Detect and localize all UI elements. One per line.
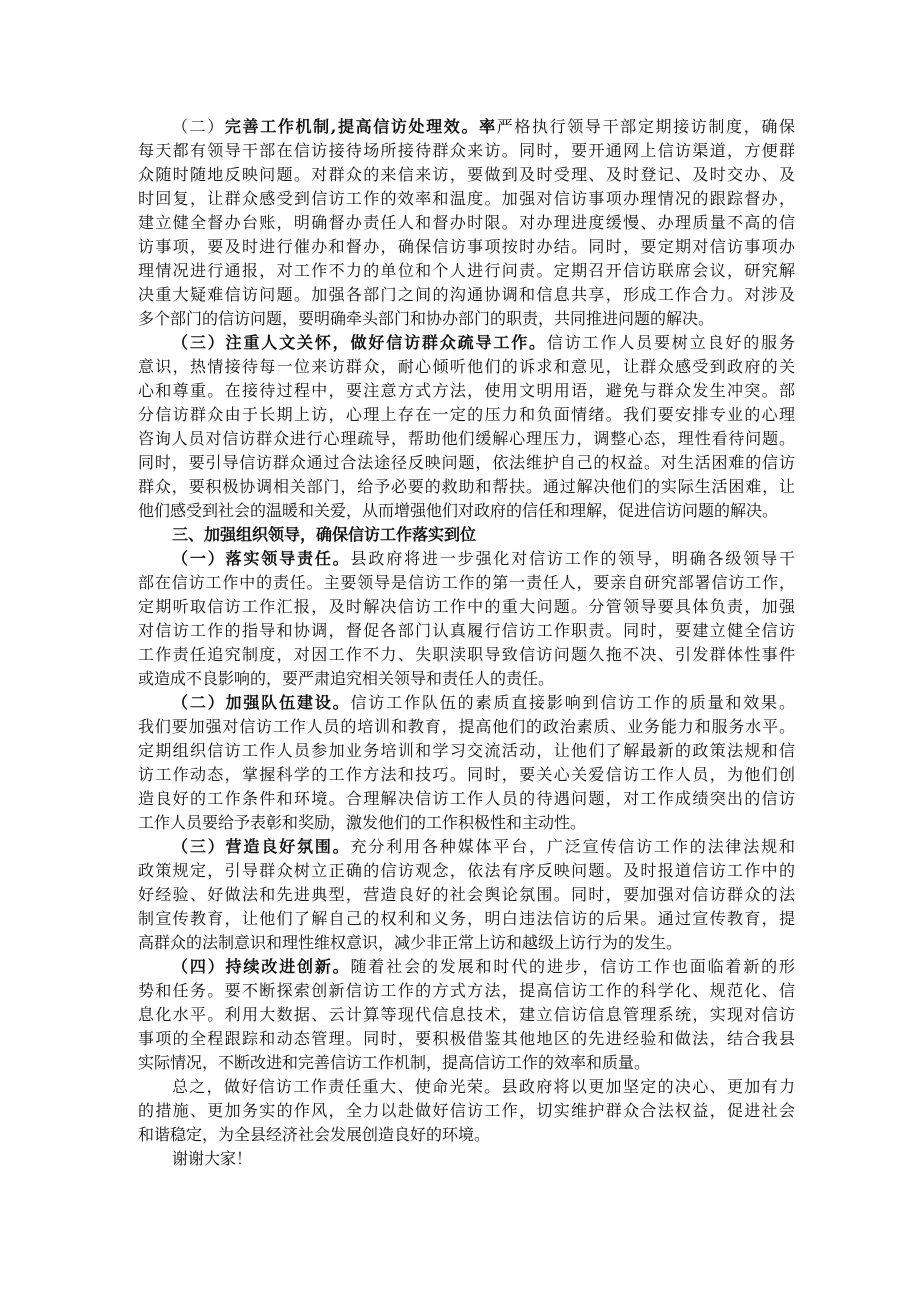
item-title: （三）注重人文关怀，做好信访群众疏导工作。 bbox=[172, 333, 547, 352]
paragraph-line: 总之，做好信访工作责任重大、使命光荣。县政府将以更加坚定的决心、更加有力 bbox=[172, 1077, 795, 1096]
paragraph-improve-mechanism bbox=[138, 115, 795, 331]
line-text: 信访工作队伍的素质直接影响到信访工作的质量和效果。 bbox=[350, 693, 795, 712]
paragraph-line bbox=[138, 547, 795, 571]
item-label: （二） bbox=[172, 117, 225, 136]
paragraph-line: 造良好的工作条件和环境。合理解决信访工作人员的待遇问题，对工作成绩突出的信访 bbox=[138, 789, 795, 808]
paragraph-line: 部在信访工作中的责任。主要领导是信访工作的第一责任人，要亲自研究部署信访工作， bbox=[138, 573, 795, 592]
paragraph-good-atmosphere bbox=[138, 835, 795, 955]
paragraph-line: 的措施、更加务实的作风，全力以赴做好信访工作，切实维护群众合法权益，促进社会 bbox=[138, 1101, 795, 1120]
paragraph-line: 理情况进行通报，对工作不力的单位和个人进行问责。定期召开信访联席会议，研究解 bbox=[138, 261, 795, 280]
item-title: （二）加强队伍建设。 bbox=[172, 693, 351, 712]
paragraph-line: 政策规定，引导群众树立正确的信访观念，依法有序反映问题。及时报道信访工作中的 bbox=[138, 861, 795, 880]
paragraph-line: 好经验、好做法和先进典型，营造良好的社会舆论氛围。同时，要加强对信访群众的法 bbox=[138, 885, 795, 904]
paragraph-line: 事项的全程跟踪和动态管理。同时，要积极借鉴其他地区的先进经验和做法，结合我县 bbox=[138, 1029, 795, 1048]
item-title: 完善工作机制,提高信访处理效。率 bbox=[224, 117, 497, 136]
paragraph-line: 息化水平。利用大数据、云计算等现代信息技术，建立信访信息管理系统，实现对信访 bbox=[138, 1005, 795, 1024]
paragraph-line: 访事项，要及时进行催办和督办，确保信访事项按时办结。同时，要定期对信访事项办 bbox=[138, 237, 795, 256]
paragraph-line: 定期组织信访工作人员参加业务培训和学习交流活动，让他们了解最新的政策法规和信 bbox=[138, 741, 795, 760]
closing-thanks: 谢谢大家！ bbox=[172, 1149, 253, 1168]
paragraph-line: 访工作动态，掌握科学的工作方法和技巧。同时，要关心关爱信访工作人员，为他们创 bbox=[138, 765, 795, 784]
line-text: 县政府将进一步强化对信访工作的领导，明确各级领导干 bbox=[350, 549, 795, 568]
paragraph-team-building bbox=[138, 691, 795, 835]
paragraph-humanistic-care bbox=[138, 331, 795, 523]
paragraph-line: 分信访群众由于长期上访，心理上存在一定的压力和负面情绪。我们要安排专业的心理 bbox=[138, 405, 795, 424]
paragraph-line bbox=[138, 835, 795, 859]
item-title: （三）营造良好氛围。 bbox=[172, 837, 351, 856]
line-text: 随着社会的发展和时代的进步，信访工作也面临着新的形 bbox=[350, 957, 795, 976]
paragraph-line: 或造成不良影响的，要严肃追究相关领导和责任人的责任。 bbox=[138, 669, 555, 688]
line-text: 充分利用各种媒体平台，广泛宣传信访工作的法律法规和 bbox=[350, 837, 795, 856]
paragraph-line: 实际情况，不断改进和完善信访工作机制，提高信访工作的效率和质量。 bbox=[138, 1053, 651, 1072]
paragraph-line bbox=[138, 955, 795, 979]
paragraph-line: 他们感受到社会的温暖和关爱，从而增强他们对政府的信任和理解，促进信访问题的解决。 bbox=[138, 501, 779, 520]
paragraph-line: 和谐稳定，为全县经济社会发展创造良好的环境。 bbox=[138, 1125, 491, 1144]
paragraph-line: 决重大疑难信访问题。加强各部门之间的沟通协调和信息共享，形成工作合力。对涉及 bbox=[138, 285, 795, 304]
paragraph-line: 众随时随地反映问题。对群众的来信来访，要做到及时受理、及时登记、及时交办、及 bbox=[138, 165, 795, 184]
paragraph-line bbox=[138, 691, 795, 715]
section-heading: 三、加强组织领导，确保信访工作落实到位 bbox=[172, 525, 477, 544]
paragraph-line: 意识，热情接待每一位来访群众，耐心倾听他们的诉求和意见，让群众感受到政府的关 bbox=[138, 357, 795, 376]
paragraph-line: 工作人员要给予表彰和奖励，激发他们的工作积极性和主动性。 bbox=[138, 813, 587, 832]
line-text: 信访工作人员要树立良好的服务 bbox=[546, 333, 795, 352]
paragraph-line: 咨询人员对信访群众进行心理疏导，帮助他们缓解心理压力，调整心态，理性看待问题。 bbox=[138, 429, 795, 448]
paragraph-line: 多个部门的信访问题，要明确牵头部门和协办部门的职责，共同推进问题的解决。 bbox=[138, 309, 715, 328]
paragraph-line: 制宣传教育，让他们了解自己的权利和义务，明白违法信访的后果。通过宣传教育，提 bbox=[138, 909, 795, 928]
paragraph-line: 工作责任追究制度，对因工作不力、失职渎职导致信访问题久拖不决、引发群体性事件 bbox=[138, 645, 795, 664]
paragraph-line: 势和任务。要不断探索创新信访工作的方式方法，提高信访工作的科学化、规范化、信 bbox=[138, 981, 795, 1000]
paragraph-line bbox=[138, 331, 795, 355]
item-title: （一）落实领导责任。 bbox=[172, 549, 351, 568]
document-body bbox=[138, 115, 795, 1171]
paragraph-line bbox=[138, 115, 795, 139]
paragraph-line: 我们要加强对信访工作人员的培训和教育，提高他们的政治素质、业务能力和服务水平。 bbox=[138, 717, 795, 736]
paragraph-line: 每天都有领导干部在信访接待场所接待群众来访。同时，要开通网上信访渠道，方便群 bbox=[138, 141, 795, 160]
paragraph-continuous-innovation bbox=[138, 955, 795, 1075]
paragraph-leadership-responsibility bbox=[138, 547, 795, 691]
item-title: （四）持续改进创新。 bbox=[172, 957, 351, 976]
paragraph-line: 同时，要引导信访群众通过合法途径反映问题，依法维护自己的权益。对生活困难的信访 bbox=[138, 453, 795, 472]
line-text: 严格执行领导干部定期接访制度，确保 bbox=[496, 117, 795, 136]
paragraph-line: 定期听取信访工作汇报，及时解决信访工作中的重大问题。分管领导要具体负责，加强 bbox=[138, 597, 795, 616]
paragraph-line: 建立健全督办台账，明确督办责任人和督办时限。对办理进度缓慢、办理质量不高的信 bbox=[138, 213, 795, 232]
paragraph-line: 时回复，让群众感受到信访工作的效率和温度。加强对信访事项办理情况的跟踪督办， bbox=[138, 189, 795, 208]
paragraph-line: 群众，要积极协调相关部门，给予必要的救助和帮扶。通过解决他们的实际生活困难，让 bbox=[138, 477, 795, 496]
paragraph-conclusion bbox=[138, 1075, 795, 1147]
paragraph-line: 心和尊重。在接待过程中，要注意方式方法，使用文明用语，避免与群众发生冲突。部 bbox=[138, 381, 795, 400]
paragraph-line: 对信访工作的指导和协调，督促各部门认真履行信访工作职责。同时，要建立健全信访 bbox=[138, 621, 795, 640]
paragraph-line: 高群众的法制意识和理性维权意识，减少非正常上访和越级上访行为的发生。 bbox=[138, 933, 683, 952]
